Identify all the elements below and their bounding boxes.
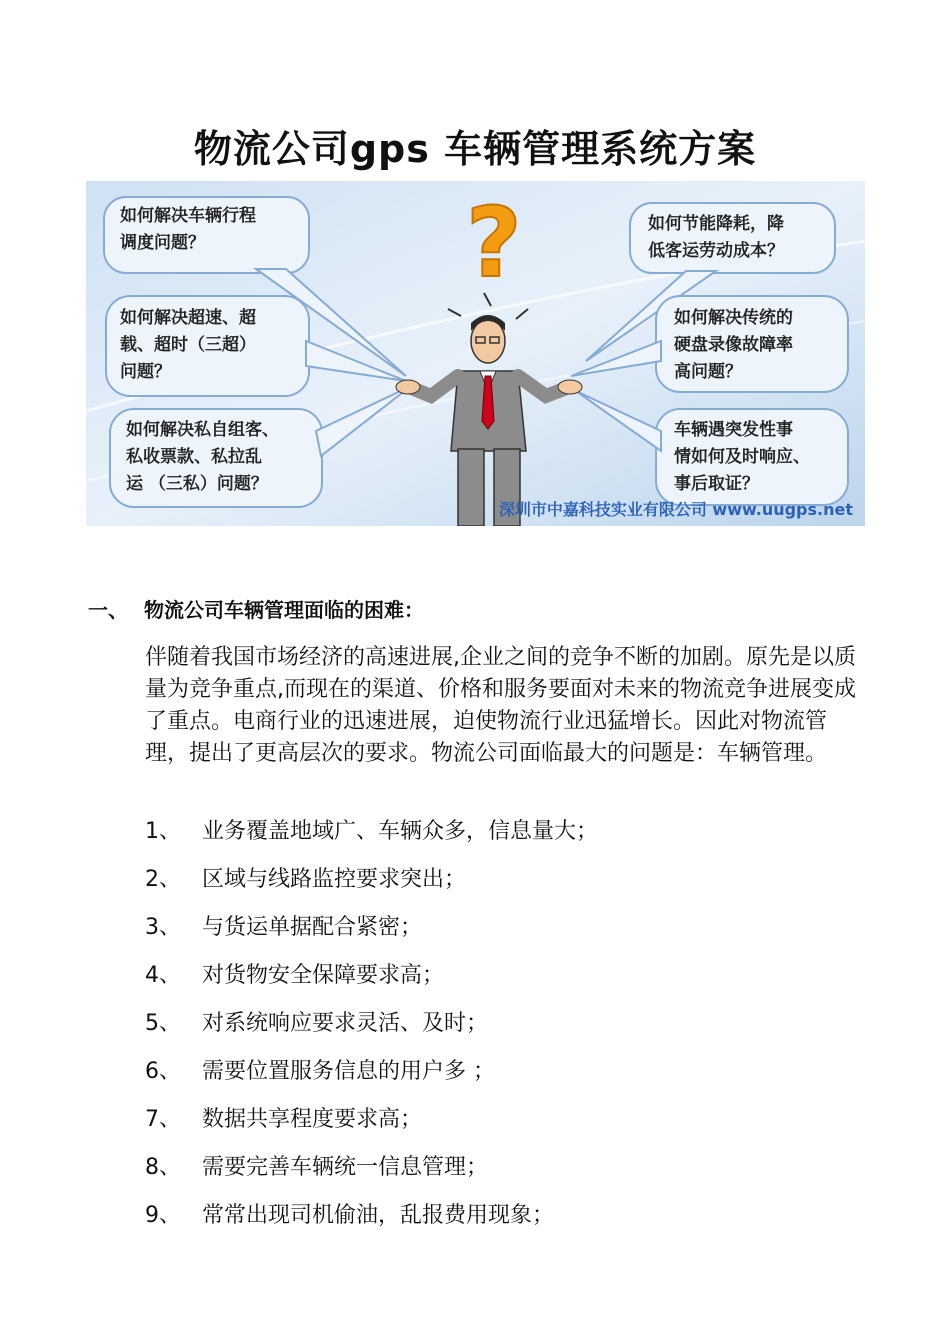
bubble-text-4: 如何节能降耗，降 低客运劳动成本？ bbox=[648, 214, 784, 261]
list-item-number: 8、 bbox=[145, 1155, 181, 1180]
bubble-text-3: 如何解决私自组客、 私收票款、私拉乱 运 （三私）问题？ bbox=[126, 420, 279, 494]
list-item-number: 7、 bbox=[145, 1107, 181, 1132]
list-item-number: 1、 bbox=[145, 819, 181, 844]
question-mark-icon: ? bbox=[466, 187, 522, 299]
list-item-text: 需要位置服务信息的用户多 ； bbox=[202, 1059, 495, 1084]
intro-paragraph: 伴随着我国市场经济的高速进展,企业之间的竞争不断的加剧。原先是以质量为竞争重点,而现在的渠道、价格和服务要面对未来的物流竞争进展变成了重点。电商行业的迅速进展，迫使物流行业迅猛增长。因此对物流管理，提出了更高层次的要求。物流公司面临最大的问题是：车辆管理。 bbox=[145, 645, 856, 766]
page-title: 物流公司gps 车辆管理系统方案 bbox=[193, 127, 757, 171]
list-item-text: 数据共享程度要求高； bbox=[202, 1107, 423, 1132]
list-item bbox=[145, 1058, 598, 1106]
list-item-number: 3、 bbox=[145, 915, 181, 940]
list-item-text: 对货物安全保障要求高； bbox=[202, 963, 445, 988]
watermark: 深圳市中嘉科技实业有限公司 www.uugps.net bbox=[498, 500, 853, 519]
bubble-text-6: 车辆遇突发性事 情如何及时响应、 事后取证？ bbox=[674, 420, 810, 494]
section-heading bbox=[88, 594, 424, 623]
list-item-text: 需要完善车辆统一信息管理； bbox=[202, 1155, 489, 1180]
list-item-text: 区域与线路监控要求突出； bbox=[202, 867, 467, 892]
list-item-number: 5、 bbox=[145, 1011, 181, 1036]
list-item bbox=[145, 1154, 598, 1202]
list-item bbox=[145, 866, 598, 914]
list-item bbox=[145, 1010, 598, 1058]
section-heading-text: 物流公司车辆管理面临的困难： bbox=[144, 598, 424, 622]
list-item-number: 6、 bbox=[145, 1059, 181, 1084]
bubble-text-2: 如何解决超速、超 载、超时（三超） 问题？ bbox=[120, 308, 256, 382]
list-item-number: 2、 bbox=[145, 867, 181, 892]
list-item-number: 4、 bbox=[145, 963, 181, 988]
list-item bbox=[145, 1202, 598, 1250]
bubble-text-1: 如何解决车辆行程 调度问题？ bbox=[120, 206, 256, 253]
list-item-text: 对系统响应要求灵活、及时； bbox=[202, 1011, 489, 1036]
list-item-number: 9、 bbox=[145, 1203, 181, 1228]
list-item-text: 与货运单据配合紧密； bbox=[202, 915, 423, 940]
illustration bbox=[86, 181, 865, 526]
list-item bbox=[145, 818, 598, 866]
list-item bbox=[145, 1106, 598, 1154]
problem-list bbox=[145, 818, 598, 1250]
bubble-text-5: 如何解决传统的 硬盘录像故障率 高问题？ bbox=[674, 308, 793, 382]
list-item-text: 常常出现司机偷油，乱报费用现象； bbox=[202, 1203, 555, 1228]
section-number: 一、 bbox=[88, 598, 128, 622]
list-item bbox=[145, 914, 598, 962]
list-item-text: 业务覆盖地域广、车辆众多，信息量大； bbox=[202, 819, 599, 844]
list-item bbox=[145, 962, 598, 1010]
